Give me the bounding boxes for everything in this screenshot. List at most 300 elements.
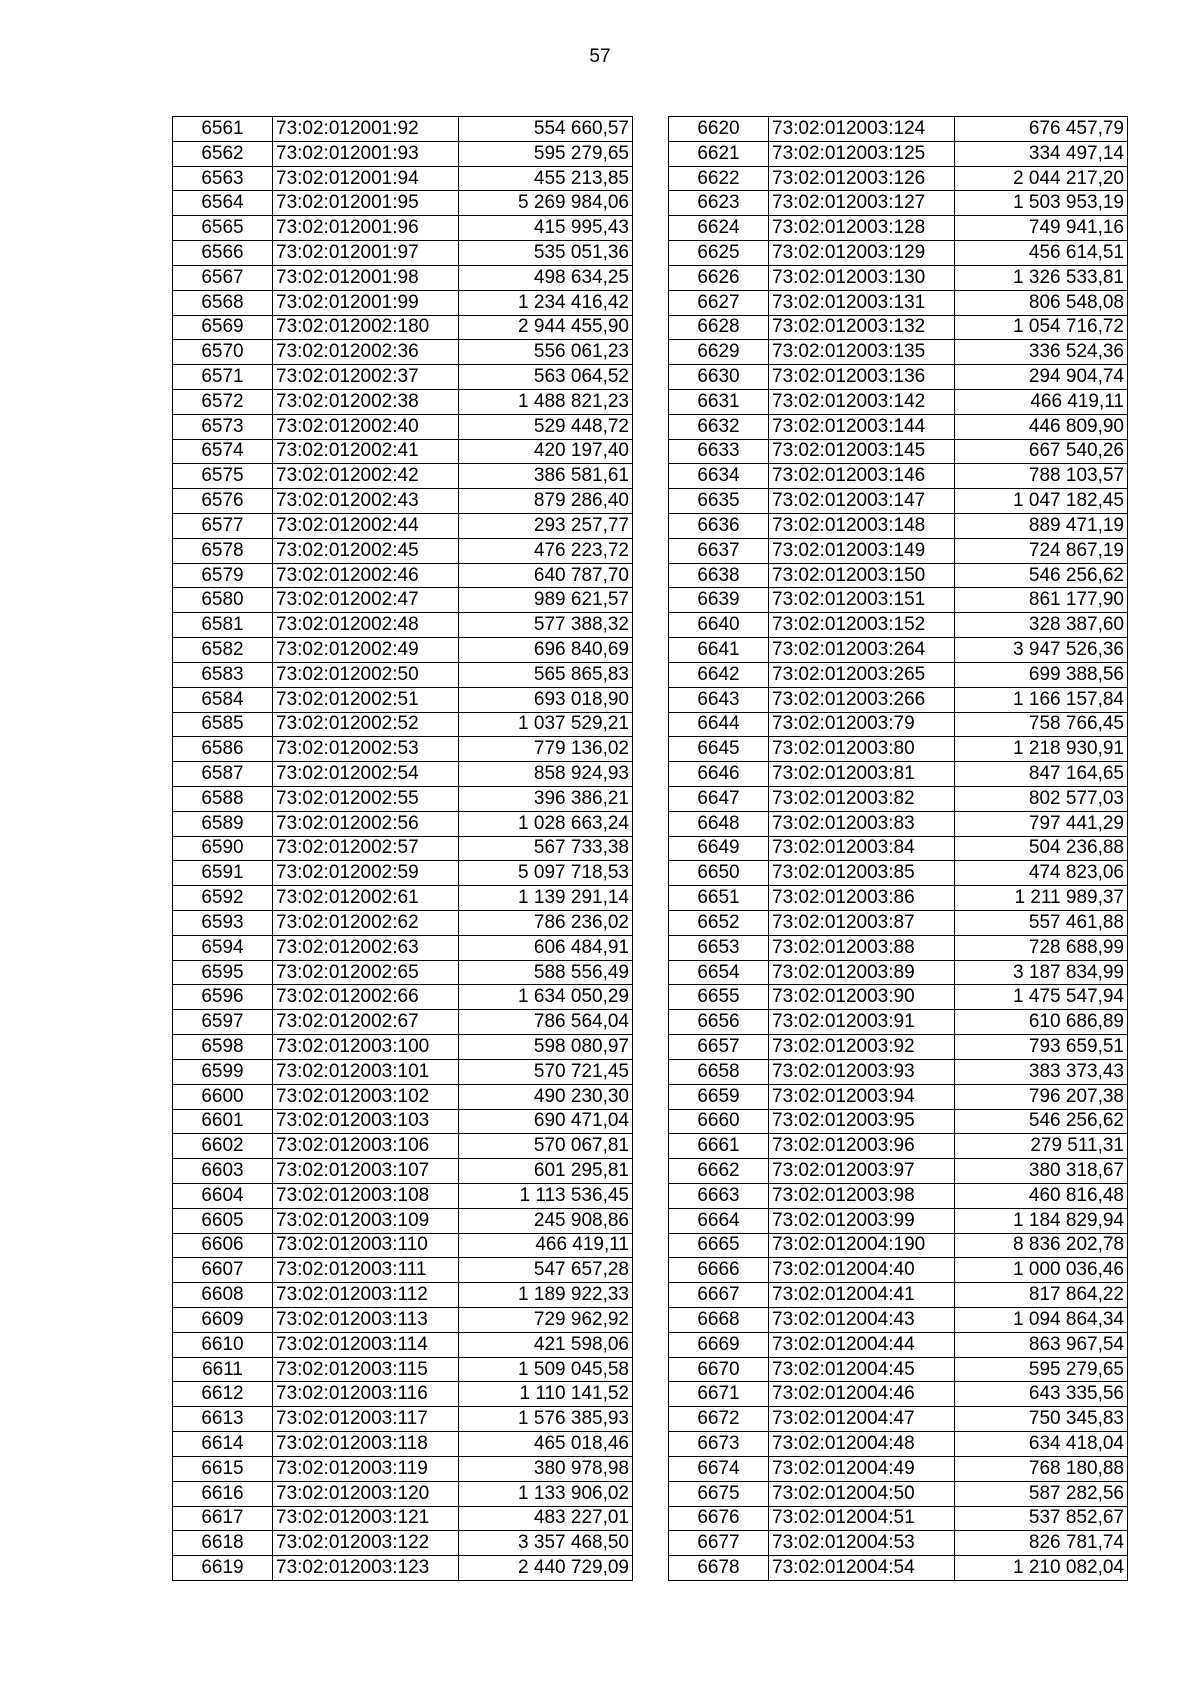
table-row bbox=[173, 389, 633, 414]
cadastral-number-cell: 73:02:012002:66 bbox=[273, 985, 459, 1010]
row-number-cell: 6573 bbox=[173, 414, 273, 439]
cadastral-number-cell: 73:02:012001:99 bbox=[273, 290, 459, 315]
cadastral-number-cell: 73:02:012003:129 bbox=[769, 241, 955, 266]
cadastral-value-cell: 3 947 526,36 bbox=[955, 638, 1128, 663]
table-row bbox=[669, 489, 1128, 514]
cadastral-number-cell: 73:02:012003:119 bbox=[273, 1456, 459, 1481]
row-number-cell: 6571 bbox=[173, 365, 273, 390]
cadastral-value-cell: 595 279,65 bbox=[459, 141, 633, 166]
cadastral-number-cell: 73:02:012003:113 bbox=[273, 1308, 459, 1333]
cadastral-value-cell: 863 967,54 bbox=[955, 1332, 1128, 1357]
cadastral-value-cell: 643 335,56 bbox=[955, 1382, 1128, 1407]
table-row bbox=[669, 365, 1128, 390]
cadastral-value-cell: 567 733,38 bbox=[459, 836, 633, 861]
cadastral-number-cell: 73:02:012001:96 bbox=[273, 216, 459, 241]
table-row bbox=[669, 613, 1128, 638]
table-row bbox=[173, 662, 633, 687]
row-number-cell: 6621 bbox=[669, 141, 769, 166]
row-number-cell: 6574 bbox=[173, 439, 273, 464]
cadastral-number-cell: 73:02:012003:96 bbox=[769, 1134, 955, 1159]
cadastral-number-cell: 73:02:012004:40 bbox=[769, 1258, 955, 1283]
table-row bbox=[669, 1382, 1128, 1407]
row-number-cell: 6595 bbox=[173, 960, 273, 985]
table-row bbox=[669, 836, 1128, 861]
cadastral-value-cell: 640 787,70 bbox=[459, 563, 633, 588]
table-row bbox=[173, 1035, 633, 1060]
cadastral-number-cell: 73:02:012003:110 bbox=[273, 1233, 459, 1258]
cadastral-number-cell: 73:02:012003:85 bbox=[769, 861, 955, 886]
row-number-cell: 6593 bbox=[173, 911, 273, 936]
table-row bbox=[669, 786, 1128, 811]
cadastral-number-cell: 73:02:012003:116 bbox=[273, 1382, 459, 1407]
cadastral-value-cell: 380 978,98 bbox=[459, 1456, 633, 1481]
cadastral-value-cell: 1 139 291,14 bbox=[459, 886, 633, 911]
cadastral-value-cell: 1 166 157,84 bbox=[955, 687, 1128, 712]
cadastral-value-cell: 570 721,45 bbox=[459, 1059, 633, 1084]
cadastral-number-cell: 73:02:012002:55 bbox=[273, 786, 459, 811]
table-row bbox=[669, 1332, 1128, 1357]
row-number-cell: 6620 bbox=[669, 117, 769, 142]
row-number-cell: 6604 bbox=[173, 1183, 273, 1208]
table-row bbox=[173, 514, 633, 539]
cadastral-value-cell: 483 227,01 bbox=[459, 1506, 633, 1531]
cadastral-number-cell: 73:02:012003:109 bbox=[273, 1208, 459, 1233]
row-number-cell: 6581 bbox=[173, 613, 273, 638]
row-number-cell: 6672 bbox=[669, 1407, 769, 1432]
cadastral-value-cell: 699 388,56 bbox=[955, 662, 1128, 687]
cadastral-number-cell: 73:02:012003:86 bbox=[769, 886, 955, 911]
table-row bbox=[669, 216, 1128, 241]
cadastral-number-cell: 73:02:012003:92 bbox=[769, 1035, 955, 1060]
cadastral-value-cell: 847 164,65 bbox=[955, 762, 1128, 787]
row-number-cell: 6585 bbox=[173, 712, 273, 737]
cadastral-value-cell: 889 471,19 bbox=[955, 514, 1128, 539]
cadastral-number-cell: 73:02:012002:180 bbox=[273, 315, 459, 340]
row-number-cell: 6610 bbox=[173, 1332, 273, 1357]
cadastral-value-cell: 587 282,56 bbox=[955, 1481, 1128, 1506]
table-row bbox=[173, 489, 633, 514]
cadastral-value-cell: 1 218 930,91 bbox=[955, 737, 1128, 762]
row-number-cell: 6608 bbox=[173, 1283, 273, 1308]
table-row bbox=[669, 290, 1128, 315]
table-row bbox=[173, 563, 633, 588]
row-number-cell: 6649 bbox=[669, 836, 769, 861]
table-row bbox=[173, 811, 633, 836]
row-number-cell: 6638 bbox=[669, 563, 769, 588]
cadastral-number-cell: 73:02:012002:44 bbox=[273, 514, 459, 539]
row-number-cell: 6671 bbox=[669, 1382, 769, 1407]
cadastral-number-cell: 73:02:012003:266 bbox=[769, 687, 955, 712]
cadastral-number-cell: 73:02:012003:145 bbox=[769, 439, 955, 464]
row-number-cell: 6561 bbox=[173, 117, 273, 142]
row-number-cell: 6656 bbox=[669, 1010, 769, 1035]
table-row bbox=[173, 960, 633, 985]
cadastral-number-cell: 73:02:012003:149 bbox=[769, 538, 955, 563]
table-row bbox=[669, 1357, 1128, 1382]
table-row bbox=[173, 414, 633, 439]
row-number-cell: 6674 bbox=[669, 1456, 769, 1481]
cadastral-value-cell: 696 840,69 bbox=[459, 638, 633, 663]
row-number-cell: 6611 bbox=[173, 1357, 273, 1382]
table-row bbox=[173, 638, 633, 663]
table-row bbox=[669, 861, 1128, 886]
cadastral-value-cell: 879 286,40 bbox=[459, 489, 633, 514]
row-number-cell: 6650 bbox=[669, 861, 769, 886]
cadastral-value-cell: 421 598,06 bbox=[459, 1332, 633, 1357]
table-row bbox=[173, 1109, 633, 1134]
row-number-cell: 6617 bbox=[173, 1506, 273, 1531]
table-row bbox=[669, 117, 1128, 142]
row-number-cell: 6628 bbox=[669, 315, 769, 340]
cadastral-number-cell: 73:02:012001:93 bbox=[273, 141, 459, 166]
row-number-cell: 6651 bbox=[669, 886, 769, 911]
table-row bbox=[669, 166, 1128, 191]
cadastral-number-cell: 73:02:012003:132 bbox=[769, 315, 955, 340]
cadastral-number-cell: 73:02:012003:81 bbox=[769, 762, 955, 787]
cadastral-value-cell: 466 419,11 bbox=[459, 1233, 633, 1258]
table-row bbox=[173, 117, 633, 142]
row-number-cell: 6609 bbox=[173, 1308, 273, 1333]
row-number-cell: 6566 bbox=[173, 241, 273, 266]
cadastral-value-cell: 1 189 922,33 bbox=[459, 1283, 633, 1308]
cadastral-number-cell: 73:02:012002:61 bbox=[273, 886, 459, 911]
row-number-cell: 6607 bbox=[173, 1258, 273, 1283]
cadastral-value-cell: 546 256,62 bbox=[955, 1109, 1128, 1134]
cadastral-number-cell: 73:02:012003:117 bbox=[273, 1407, 459, 1432]
table-row bbox=[669, 1035, 1128, 1060]
row-number-cell: 6678 bbox=[669, 1556, 769, 1581]
table-row bbox=[173, 1556, 633, 1581]
table-row bbox=[669, 1456, 1128, 1481]
row-number-cell: 6648 bbox=[669, 811, 769, 836]
cadastral-number-cell: 73:02:012003:121 bbox=[273, 1506, 459, 1531]
cadastral-value-cell: 1 110 141,52 bbox=[459, 1382, 633, 1407]
cadastral-value-cell: 476 223,72 bbox=[459, 538, 633, 563]
row-number-cell: 6600 bbox=[173, 1084, 273, 1109]
row-number-cell: 6635 bbox=[669, 489, 769, 514]
table-row bbox=[173, 1283, 633, 1308]
cadastral-number-cell: 73:02:012004:48 bbox=[769, 1432, 955, 1457]
table-row bbox=[669, 911, 1128, 936]
cadastral-number-cell: 73:02:012003:148 bbox=[769, 514, 955, 539]
table-row bbox=[173, 613, 633, 638]
cadastral-number-cell: 73:02:012004:49 bbox=[769, 1456, 955, 1481]
row-number-cell: 6641 bbox=[669, 638, 769, 663]
cadastral-number-cell: 73:02:012003:89 bbox=[769, 960, 955, 985]
cadastral-value-cell: 565 865,83 bbox=[459, 662, 633, 687]
cadastral-number-cell: 73:02:012004:47 bbox=[769, 1407, 955, 1432]
row-number-cell: 6596 bbox=[173, 985, 273, 1010]
cadastral-number-cell: 73:02:012003:115 bbox=[273, 1357, 459, 1382]
table-row bbox=[173, 935, 633, 960]
cadastral-value-cell: 5 097 718,53 bbox=[459, 861, 633, 886]
table-row bbox=[173, 216, 633, 241]
cadastral-number-cell: 73:02:012001:94 bbox=[273, 166, 459, 191]
cadastral-value-cell: 546 256,62 bbox=[955, 563, 1128, 588]
cadastral-number-cell: 73:02:012002:56 bbox=[273, 811, 459, 836]
cadastral-value-cell: 455 213,85 bbox=[459, 166, 633, 191]
cadastral-value-cell: 386 581,61 bbox=[459, 464, 633, 489]
cadastral-value-cell: 1 133 906,02 bbox=[459, 1481, 633, 1506]
cadastral-number-cell: 73:02:012003:103 bbox=[273, 1109, 459, 1134]
table-row bbox=[669, 985, 1128, 1010]
row-number-cell: 6626 bbox=[669, 265, 769, 290]
cadastral-value-cell: 858 924,93 bbox=[459, 762, 633, 787]
row-number-cell: 6673 bbox=[669, 1432, 769, 1457]
cadastral-number-cell: 73:02:012001:92 bbox=[273, 117, 459, 142]
cadastral-number-cell: 73:02:012002:37 bbox=[273, 365, 459, 390]
table-row bbox=[173, 1481, 633, 1506]
cadastral-value-cell: 1 184 829,94 bbox=[955, 1208, 1128, 1233]
cadastral-value-cell: 383 373,43 bbox=[955, 1059, 1128, 1084]
cadastral-number-cell: 73:02:012002:38 bbox=[273, 389, 459, 414]
row-number-cell: 6601 bbox=[173, 1109, 273, 1134]
row-number-cell: 6677 bbox=[669, 1531, 769, 1556]
cadastral-value-cell: 1 094 864,34 bbox=[955, 1308, 1128, 1333]
cadastral-number-cell: 73:02:012002:45 bbox=[273, 538, 459, 563]
cadastral-value-cell: 498 634,25 bbox=[459, 265, 633, 290]
cadastral-number-cell: 73:02:012003:98 bbox=[769, 1183, 955, 1208]
row-number-cell: 6675 bbox=[669, 1481, 769, 1506]
cadastral-number-cell: 73:02:012003:150 bbox=[769, 563, 955, 588]
cadastral-number-cell: 73:02:012003:106 bbox=[273, 1134, 459, 1159]
cadastral-value-cell: 1 503 953,19 bbox=[955, 191, 1128, 216]
table-row bbox=[669, 811, 1128, 836]
cadastral-number-cell: 73:02:012003:120 bbox=[273, 1481, 459, 1506]
row-number-cell: 6602 bbox=[173, 1134, 273, 1159]
cadastral-value-cell: 529 448,72 bbox=[459, 414, 633, 439]
table-row bbox=[173, 1432, 633, 1457]
row-number-cell: 6654 bbox=[669, 960, 769, 985]
cadastral-number-cell: 73:02:012002:36 bbox=[273, 340, 459, 365]
table-row bbox=[173, 1084, 633, 1109]
cadastral-number-cell: 73:02:012004:45 bbox=[769, 1357, 955, 1382]
cadastral-value-cell: 989 621,57 bbox=[459, 588, 633, 613]
cadastral-value-cell: 554 660,57 bbox=[459, 117, 633, 142]
cadastral-number-cell: 73:02:012002:40 bbox=[273, 414, 459, 439]
cadastral-value-cell: 793 659,51 bbox=[955, 1035, 1128, 1060]
row-number-cell: 6568 bbox=[173, 290, 273, 315]
cadastral-value-cell: 474 823,06 bbox=[955, 861, 1128, 886]
cadastral-value-cell: 1 211 989,37 bbox=[955, 886, 1128, 911]
row-number-cell: 6634 bbox=[669, 464, 769, 489]
row-number-cell: 6653 bbox=[669, 935, 769, 960]
table-row bbox=[669, 1233, 1128, 1258]
cadastral-value-cell: 749 941,16 bbox=[955, 216, 1128, 241]
cadastral-number-cell: 73:02:012003:107 bbox=[273, 1159, 459, 1184]
cadastral-value-cell: 396 386,21 bbox=[459, 786, 633, 811]
row-number-cell: 6627 bbox=[669, 290, 769, 315]
row-number-cell: 6586 bbox=[173, 737, 273, 762]
cadastral-value-cell: 595 279,65 bbox=[955, 1357, 1128, 1382]
cadastral-value-cell: 1 037 529,21 bbox=[459, 712, 633, 737]
row-number-cell: 6599 bbox=[173, 1059, 273, 1084]
row-number-cell: 6614 bbox=[173, 1432, 273, 1457]
row-number-cell: 6639 bbox=[669, 588, 769, 613]
cadastral-number-cell: 73:02:012003:80 bbox=[769, 737, 955, 762]
cadastral-value-cell: 1 634 050,29 bbox=[459, 985, 633, 1010]
cadastral-number-cell: 73:02:012004:44 bbox=[769, 1332, 955, 1357]
cadastral-number-cell: 73:02:012003:99 bbox=[769, 1208, 955, 1233]
cadastral-number-cell: 73:02:012004:50 bbox=[769, 1481, 955, 1506]
row-number-cell: 6642 bbox=[669, 662, 769, 687]
cadastral-value-cell: 693 018,90 bbox=[459, 687, 633, 712]
table-row bbox=[173, 737, 633, 762]
table-row bbox=[669, 1506, 1128, 1531]
cadastral-number-cell: 73:02:012003:102 bbox=[273, 1084, 459, 1109]
row-number-cell: 6662 bbox=[669, 1159, 769, 1184]
row-number-cell: 6616 bbox=[173, 1481, 273, 1506]
row-number-cell: 6564 bbox=[173, 191, 273, 216]
row-number-cell: 6632 bbox=[669, 414, 769, 439]
cadastral-value-cell: 802 577,03 bbox=[955, 786, 1128, 811]
row-number-cell: 6605 bbox=[173, 1208, 273, 1233]
cadastral-number-cell: 73:02:012003:79 bbox=[769, 712, 955, 737]
cadastral-value-cell: 245 908,86 bbox=[459, 1208, 633, 1233]
table-row bbox=[173, 191, 633, 216]
table-row bbox=[669, 1084, 1128, 1109]
cadastral-value-cell: 786 236,02 bbox=[459, 911, 633, 936]
row-number-cell: 6652 bbox=[669, 911, 769, 936]
table-row bbox=[173, 687, 633, 712]
row-number-cell: 6565 bbox=[173, 216, 273, 241]
cadastral-value-cell: 293 257,77 bbox=[459, 514, 633, 539]
table-row bbox=[669, 1258, 1128, 1283]
cadastral-value-table-right bbox=[668, 116, 1128, 1581]
table-row bbox=[173, 464, 633, 489]
row-number-cell: 6664 bbox=[669, 1208, 769, 1233]
table-row bbox=[669, 1208, 1128, 1233]
table-row bbox=[669, 762, 1128, 787]
cadastral-number-cell: 73:02:012003:82 bbox=[769, 786, 955, 811]
cadastral-number-cell: 73:02:012002:62 bbox=[273, 911, 459, 936]
cadastral-value-cell: 537 852,67 bbox=[955, 1506, 1128, 1531]
cadastral-number-cell: 73:02:012003:93 bbox=[769, 1059, 955, 1084]
cadastral-value-cell: 1 210 082,04 bbox=[955, 1556, 1128, 1581]
table-row bbox=[669, 886, 1128, 911]
cadastral-value-cell: 729 962,92 bbox=[459, 1308, 633, 1333]
row-number-cell: 6594 bbox=[173, 935, 273, 960]
cadastral-value-table-left bbox=[172, 116, 633, 1581]
cadastral-value-cell: 420 197,40 bbox=[459, 439, 633, 464]
cadastral-number-cell: 73:02:012002:54 bbox=[273, 762, 459, 787]
table-row bbox=[669, 464, 1128, 489]
cadastral-value-cell: 3 187 834,99 bbox=[955, 960, 1128, 985]
cadastral-value-cell: 334 497,14 bbox=[955, 141, 1128, 166]
cadastral-number-cell: 73:02:012003:265 bbox=[769, 662, 955, 687]
cadastral-value-cell: 779 136,02 bbox=[459, 737, 633, 762]
cadastral-number-cell: 73:02:012003:112 bbox=[273, 1283, 459, 1308]
row-number-cell: 6623 bbox=[669, 191, 769, 216]
cadastral-value-cell: 1 000 036,46 bbox=[955, 1258, 1128, 1283]
row-number-cell: 6597 bbox=[173, 1010, 273, 1035]
table-row bbox=[173, 1258, 633, 1283]
row-number-cell: 6640 bbox=[669, 613, 769, 638]
cadastral-value-cell: 861 177,90 bbox=[955, 588, 1128, 613]
cadastral-value-cell: 667 540,26 bbox=[955, 439, 1128, 464]
cadastral-number-cell: 73:02:012003:144 bbox=[769, 414, 955, 439]
cadastral-value-cell: 796 207,38 bbox=[955, 1084, 1128, 1109]
cadastral-value-cell: 5 269 984,06 bbox=[459, 191, 633, 216]
table-row bbox=[669, 340, 1128, 365]
cadastral-value-cell: 563 064,52 bbox=[459, 365, 633, 390]
row-number-cell: 6663 bbox=[669, 1183, 769, 1208]
table-row bbox=[173, 538, 633, 563]
cadastral-value-cell: 490 230,30 bbox=[459, 1084, 633, 1109]
cadastral-value-cell: 336 524,36 bbox=[955, 340, 1128, 365]
cadastral-number-cell: 73:02:012004:43 bbox=[769, 1308, 955, 1333]
cadastral-number-cell: 73:02:012003:88 bbox=[769, 935, 955, 960]
cadastral-number-cell: 73:02:012003:118 bbox=[273, 1432, 459, 1457]
table-row bbox=[173, 1010, 633, 1035]
cadastral-number-cell: 73:02:012003:126 bbox=[769, 166, 955, 191]
table-row bbox=[173, 1407, 633, 1432]
table-row bbox=[669, 191, 1128, 216]
row-number-cell: 6657 bbox=[669, 1035, 769, 1060]
table-row bbox=[173, 1357, 633, 1382]
row-number-cell: 6592 bbox=[173, 886, 273, 911]
table-row bbox=[173, 1208, 633, 1233]
row-number-cell: 6577 bbox=[173, 514, 273, 539]
table-row bbox=[669, 712, 1128, 737]
table-row bbox=[669, 241, 1128, 266]
cadastral-number-cell: 73:02:012003:100 bbox=[273, 1035, 459, 1060]
cadastral-number-cell: 73:02:012003:114 bbox=[273, 1332, 459, 1357]
cadastral-number-cell: 73:02:012002:52 bbox=[273, 712, 459, 737]
row-number-cell: 6646 bbox=[669, 762, 769, 787]
row-number-cell: 6588 bbox=[173, 786, 273, 811]
table-row bbox=[173, 1456, 633, 1481]
row-number-cell: 6590 bbox=[173, 836, 273, 861]
cadastral-number-cell: 73:02:012003:123 bbox=[273, 1556, 459, 1581]
cadastral-number-cell: 73:02:012002:63 bbox=[273, 935, 459, 960]
cadastral-number-cell: 73:02:012003:83 bbox=[769, 811, 955, 836]
cadastral-number-cell: 73:02:012002:41 bbox=[273, 439, 459, 464]
row-number-cell: 6576 bbox=[173, 489, 273, 514]
cadastral-number-cell: 73:02:012003:122 bbox=[273, 1531, 459, 1556]
table-row bbox=[669, 588, 1128, 613]
row-number-cell: 6582 bbox=[173, 638, 273, 663]
cadastral-number-cell: 73:02:012002:43 bbox=[273, 489, 459, 514]
cadastral-number-cell: 73:02:012003:151 bbox=[769, 588, 955, 613]
cadastral-value-cell: 1 488 821,23 bbox=[459, 389, 633, 414]
table-row bbox=[173, 786, 633, 811]
row-number-cell: 6637 bbox=[669, 538, 769, 563]
row-number-cell: 6643 bbox=[669, 687, 769, 712]
cadastral-value-cell: 601 295,81 bbox=[459, 1159, 633, 1184]
cadastral-value-cell: 690 471,04 bbox=[459, 1109, 633, 1134]
cadastral-value-cell: 577 388,32 bbox=[459, 613, 633, 638]
table-row bbox=[669, 439, 1128, 464]
table-row bbox=[173, 1382, 633, 1407]
cadastral-value-cell: 570 067,81 bbox=[459, 1134, 633, 1159]
row-number-cell: 6572 bbox=[173, 389, 273, 414]
cadastral-value-cell: 768 180,88 bbox=[955, 1456, 1128, 1481]
table-row bbox=[173, 141, 633, 166]
cadastral-number-cell: 73:02:012003:125 bbox=[769, 141, 955, 166]
row-number-cell: 6589 bbox=[173, 811, 273, 836]
row-number-cell: 6624 bbox=[669, 216, 769, 241]
cadastral-number-cell: 73:02:012003:131 bbox=[769, 290, 955, 315]
table-row bbox=[669, 389, 1128, 414]
row-number-cell: 6659 bbox=[669, 1084, 769, 1109]
row-number-cell: 6658 bbox=[669, 1059, 769, 1084]
cadastral-number-cell: 73:02:012004:41 bbox=[769, 1283, 955, 1308]
table-row bbox=[669, 662, 1128, 687]
row-number-cell: 6644 bbox=[669, 712, 769, 737]
table-row bbox=[669, 737, 1128, 762]
cadastral-number-cell: 73:02:012002:47 bbox=[273, 588, 459, 613]
